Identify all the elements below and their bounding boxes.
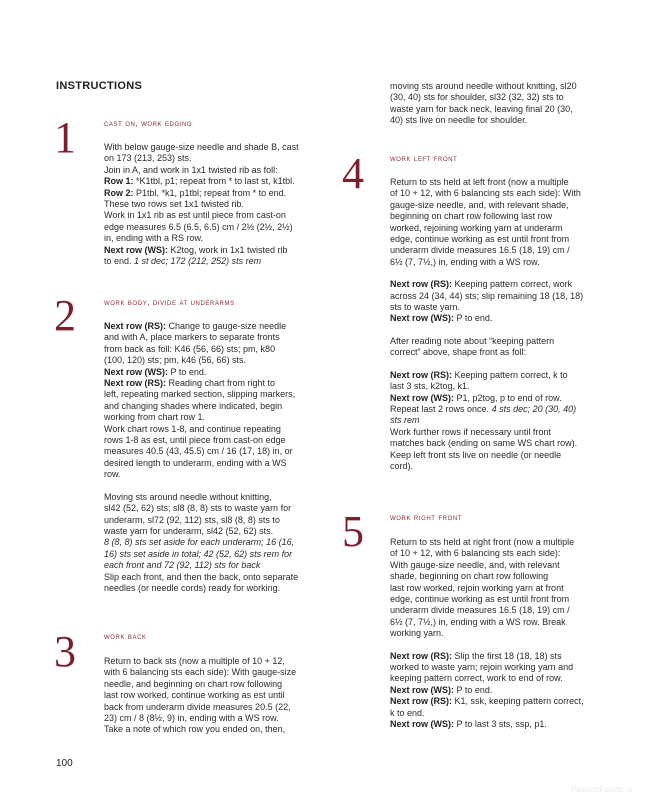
text-line: back from underarm divide measures 20.5 (22, bbox=[104, 701, 291, 712]
text-line bbox=[390, 313, 620, 324]
text-line bbox=[104, 188, 334, 199]
section-1-number: 1 bbox=[54, 113, 76, 162]
section-2-number: 2 bbox=[54, 291, 76, 340]
row-text: P to end. bbox=[168, 366, 207, 377]
row-label: Next row (WS): bbox=[390, 684, 454, 695]
text-line: Join in A, and work in 1x1 twisted rib as foll: bbox=[104, 164, 278, 175]
paragraph-gap bbox=[104, 481, 334, 492]
section-2-title: work body, divide at underarms bbox=[104, 298, 235, 307]
text-line: worked, rejoining working yarn at underarm bbox=[390, 222, 563, 233]
row-label: Next row (RS): bbox=[390, 650, 453, 661]
row-label: Next row (WS): bbox=[104, 244, 168, 255]
text-line: After reading note about “keeping pattern bbox=[390, 335, 555, 346]
section-5-text bbox=[390, 537, 620, 731]
paragraph-gap bbox=[390, 640, 620, 651]
text-line: moving sts around needle without knitting, sl20 bbox=[390, 81, 577, 91]
text-line: in, ending with a RS row. bbox=[104, 233, 204, 244]
text-line: With gauge-size needle, and, with relevant bbox=[390, 559, 560, 570]
row-text: P to end. bbox=[454, 684, 493, 695]
text-line: edge, continue working as est until front from bbox=[390, 594, 570, 605]
text-line: Keep left front sts live on needle (or needle bbox=[390, 449, 562, 460]
text-line: 23) cm / 8 (8½, 9) in, ending with a WS row. bbox=[104, 713, 279, 724]
section-2-text bbox=[104, 321, 334, 594]
page-heading: INSTRUCTIONS bbox=[56, 80, 143, 92]
text-line: left, repeating marked section, slipping markers, bbox=[104, 389, 296, 400]
stitch-count: 8 (8, 8) sts set aside for each underarm; 16 (16, bbox=[104, 537, 295, 548]
row-text: *K1tbl, p1; repeat from * to last st, k1tbl. bbox=[133, 176, 295, 187]
text-line: needles (or needle cords) ready for working. bbox=[104, 582, 281, 593]
text-line: Return to sts held at right front (now a multiple bbox=[390, 537, 575, 547]
text-line bbox=[104, 549, 334, 560]
text-line: (30, 40) sts for shoulder, sl32 (32, 32) sts to bbox=[390, 92, 564, 103]
text-line: gauge-size needle, and, with relevant shade, bbox=[390, 199, 569, 210]
text-line: working yarn. bbox=[390, 628, 444, 639]
text-line: Work in 1x1 rib as est until piece from cast-on bbox=[104, 210, 286, 221]
text-line: edge, continue working as est until front from bbox=[390, 234, 570, 245]
text-line bbox=[390, 415, 620, 426]
stitch-count: 16) sts set aside in total; 42 (52, 62) sts rem for bbox=[104, 548, 293, 559]
text-line: 6½ (7, 7½,) in, ending with a WS row. bbox=[390, 256, 540, 267]
text-line bbox=[104, 256, 334, 267]
row-label: Row 2: bbox=[104, 187, 134, 198]
text-line bbox=[390, 719, 620, 730]
text-line bbox=[104, 367, 334, 378]
text-line: Work further rows if necessary until front bbox=[390, 426, 551, 437]
text-line: waste yarn for underarm, sl42 (52, 62) sts. bbox=[104, 525, 274, 536]
text-line: shade, beginning on chart row following bbox=[390, 571, 549, 582]
row-text: K2tog, work in 1x1 twisted rib bbox=[168, 244, 288, 255]
section-3-number: 3 bbox=[54, 627, 76, 676]
text-line: from back as foll: K46 (56, 66) sts; pm, k80 bbox=[104, 343, 276, 354]
text-line bbox=[104, 321, 334, 332]
watermark: PassionForum.ru bbox=[571, 785, 632, 794]
text-line bbox=[390, 651, 620, 662]
text-line bbox=[390, 370, 620, 381]
text-line: and changing shades where indicated, begin bbox=[104, 400, 283, 411]
section-1-text bbox=[104, 142, 334, 267]
section-4-number: 4 bbox=[342, 149, 364, 198]
text-line: sts to waste yarn. bbox=[390, 302, 461, 313]
section-5-title: work right front bbox=[390, 513, 463, 522]
text-line: rows 1-8 as est, until piece from cast-on edge bbox=[104, 435, 286, 446]
text-line: beginning on chart row following last row bbox=[390, 211, 553, 222]
text-line: keeping pattern correct, work to end of row. bbox=[390, 673, 563, 684]
text-line: and with A, place markers to separate fronts bbox=[104, 332, 280, 343]
stitch-count: 4 sts dec; 20 (30, 40) bbox=[489, 403, 577, 414]
row-label: Next row (WS): bbox=[104, 366, 168, 377]
row-label: Next row (RS): bbox=[390, 279, 453, 290]
row-label: Next row (RS): bbox=[390, 369, 453, 380]
text-line: 6½ (7, 7½,) in, ending with a WS row. Break bbox=[390, 616, 566, 627]
text-line: last row worked, continue working as est until bbox=[104, 690, 285, 701]
text-line: cord). bbox=[390, 460, 414, 471]
row-text: Reading chart from right to bbox=[166, 378, 276, 389]
text-line: Return to back sts (now a multiple of 10 + 12, bbox=[104, 656, 285, 666]
text-line: underarm divide measures 16.5 (18, 19) cm / bbox=[390, 245, 570, 256]
row-label: Row 1: bbox=[104, 176, 134, 187]
section-3-text bbox=[104, 656, 334, 736]
text-line bbox=[390, 696, 620, 707]
row-text: Change to gauge-size needle bbox=[166, 321, 287, 331]
row-label: Next row (WS): bbox=[390, 719, 454, 730]
row-text: Keeping pattern correct, k to bbox=[452, 369, 568, 380]
text-line: waste yarn for back neck, leaving final 20 (30, bbox=[390, 103, 573, 114]
text-line: row. bbox=[104, 469, 121, 480]
stitch-count: 1 st dec; 172 (212, 252) sts rem bbox=[131, 256, 262, 267]
text-line bbox=[390, 685, 620, 696]
section-3-continued-text bbox=[390, 81, 620, 127]
text-line: Work chart rows 1-8, and continue repeating bbox=[104, 423, 281, 434]
section-3-title: work back bbox=[104, 632, 147, 641]
text-line: of 10 + 12, with 6 balancing sts each side): With bbox=[390, 188, 581, 199]
page-number: 100 bbox=[56, 758, 73, 769]
text-line bbox=[390, 404, 620, 415]
text-line bbox=[390, 279, 620, 290]
text-line: k to end. bbox=[390, 707, 425, 718]
text-line bbox=[104, 245, 334, 256]
text-line: With below gauge-size needle and shade B, cast bbox=[104, 142, 299, 152]
paragraph-gap bbox=[390, 325, 620, 336]
text-line: Return to sts held at left front (now a multiple bbox=[390, 177, 569, 187]
text-line bbox=[104, 176, 334, 187]
section-1-title: cast on, work edging bbox=[104, 119, 193, 128]
text-line: on 173 (213, 253) sts. bbox=[104, 153, 192, 164]
row-text: P1tbl, *k1, p1tbl; repeat from * to end. bbox=[133, 187, 287, 198]
text-line: (100, 120) sts; pm, k46 (56, 66) sts. bbox=[104, 355, 247, 366]
text-line: 40) sts live on needle for shoulder. bbox=[390, 115, 528, 126]
text-line: sl42 (52, 62) sts; sl8 (8, 8) sts to waste yarn for bbox=[104, 503, 292, 514]
text-line: Take a note of which row you ended on, then, bbox=[104, 724, 286, 735]
stitch-count: sts rem bbox=[390, 415, 420, 426]
text-line: measures 40.5 (43, 45.5) cm / 16 (17, 18) in, or bbox=[104, 446, 293, 457]
text-line: working from chart row 1. bbox=[104, 412, 206, 423]
row-text: P1, p2tog, p to end of row. bbox=[454, 392, 562, 403]
section-5-number: 5 bbox=[342, 507, 364, 556]
text-line bbox=[390, 393, 620, 404]
text-line: of 10 + 12, with 6 balancing sts each side): bbox=[390, 548, 561, 559]
row-text: to end. bbox=[104, 256, 132, 267]
paragraph-gap bbox=[390, 359, 620, 370]
text-line: across 24 (34, 44) sts; slip remaining 18 (18, 18) bbox=[390, 290, 584, 301]
text-line: Slip each front, and then the back, onto separate bbox=[104, 571, 299, 582]
row-text: K1, ssk, keeping pattern correct, bbox=[452, 696, 584, 707]
row-label: Next row (RS): bbox=[104, 321, 167, 331]
text-line: These two rows set 1x1 twisted rib. bbox=[104, 199, 245, 210]
text-line: Moving sts around needle without knitting, bbox=[104, 491, 272, 502]
row-label: Next row (WS): bbox=[390, 392, 454, 403]
text-line: needle, and beginning on chart row following bbox=[104, 678, 283, 689]
row-text: Repeat last 2 rows once. bbox=[390, 403, 490, 414]
text-line: last row worked, rejoin working yarn at front bbox=[390, 582, 564, 593]
row-label: Next row (RS): bbox=[390, 696, 453, 707]
text-line: with 6 balancing sts each side): With gauge-size bbox=[104, 667, 297, 678]
text-line bbox=[104, 537, 334, 548]
stitch-count: each front and 72 (92, 112) sts for back bbox=[104, 560, 261, 571]
section-4-title: work left front bbox=[390, 154, 458, 163]
row-text: P to end. bbox=[454, 313, 493, 324]
paragraph-gap bbox=[390, 268, 620, 279]
text-line: last 3 sts, k2tog, k1. bbox=[390, 381, 470, 392]
text-line: underarm, sl72 (92, 112) sts, sl8 (8, 8) sts to bbox=[104, 514, 280, 525]
text-line: matches back (ending on same WS chart row). bbox=[390, 438, 578, 449]
row-label: Next row (RS): bbox=[104, 378, 167, 389]
row-text: P to last 3 sts, ssp, p1. bbox=[454, 719, 547, 730]
text-line: worked to waste yarn; rejoin working yarn and bbox=[390, 662, 574, 673]
text-line: edge measures 6.5 (6.5, 6.5) cm / 2½ (2½, 2½) bbox=[104, 221, 293, 232]
text-line: desired length to underarm, ending with a WS bbox=[104, 457, 287, 468]
text-line bbox=[104, 560, 334, 571]
text-line: underarm divide measures 16.5 (18, 19) cm / bbox=[390, 605, 570, 616]
section-4-text bbox=[390, 177, 620, 472]
row-label: Next row (WS): bbox=[390, 313, 454, 324]
row-text: Keeping pattern correct, work bbox=[452, 279, 573, 290]
row-text: Slip the first 18 (18, 18) sts bbox=[452, 650, 562, 661]
text-line bbox=[104, 378, 334, 389]
text-line: correct” above, shape front as foll: bbox=[390, 347, 527, 358]
